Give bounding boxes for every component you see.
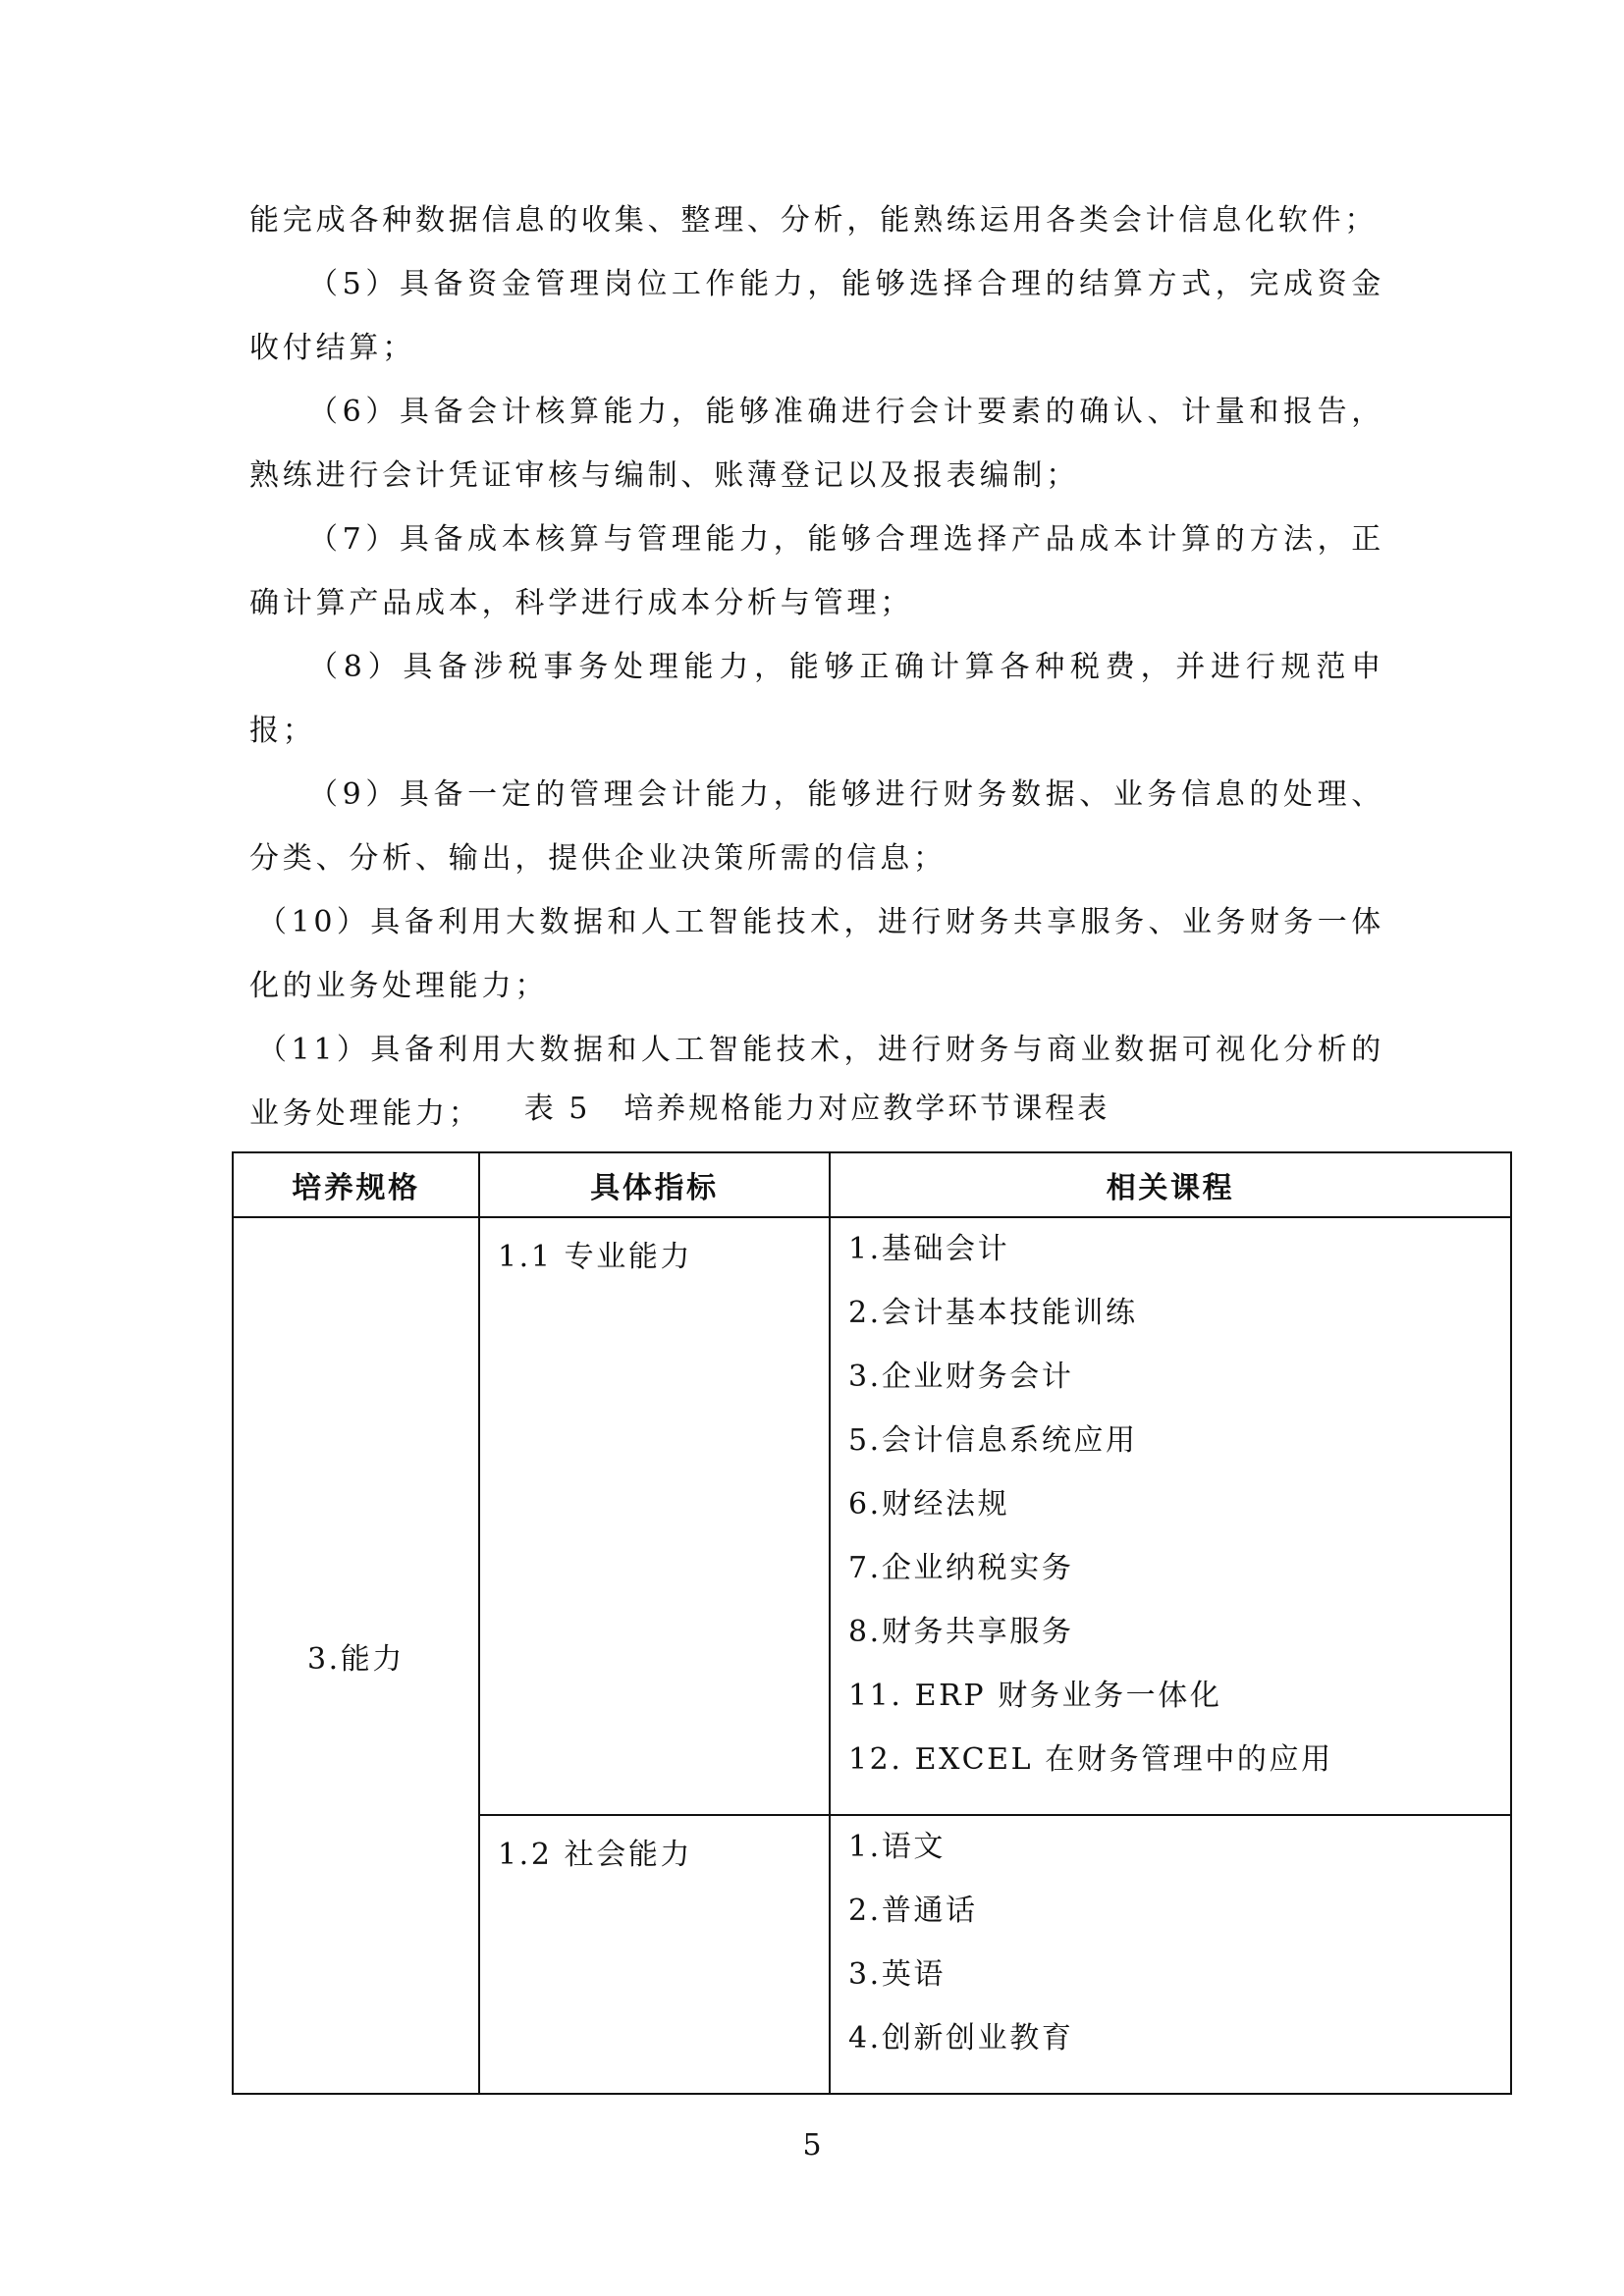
paragraph-item-11: （11）具备利用大数据和人工智能技术，进行财务与商业数据可视化分析的业务处理能力； (249, 1033, 1384, 1131)
table-caption (249, 1088, 1384, 1131)
course-item: 6.财经法规 (848, 1487, 1010, 1522)
table-row (233, 1217, 1511, 1815)
course-item: 8.财务共享服务 (848, 1615, 1074, 1649)
header-indicator: 具体指标 (479, 1152, 830, 1217)
paragraph-item-6: （6）具备会计核算能力，能够准确进行会计要素的确认、计量和报告，熟练进行会计凭证审核与编制、账薄登记以及报表编制； (249, 395, 1384, 493)
header-training-spec: 培养规格 (233, 1152, 479, 1217)
course-item: 3.企业财务会计 (848, 1360, 1074, 1394)
course-item: 4.创新创业教育 (848, 2021, 1074, 2056)
course-item: 5.会计信息系统应用 (848, 1423, 1138, 1458)
paragraph-continuation: 能完成各种数据信息的收集、整理、分析，能熟练运用各类会计信息化软件； (249, 203, 1379, 238)
courses-cell (830, 1217, 1511, 1815)
course-item: 1.语文 (848, 1830, 947, 1864)
indicator-cell: 1.1 专业能力 (479, 1217, 830, 1815)
course-item: 2.会计基本技能训练 (848, 1296, 1138, 1330)
body-text (249, 188, 1384, 1146)
paragraph-item-5: （5）具备资金管理岗位工作能力，能够选择合理的结算方式，完成资金收付结算； (249, 267, 1384, 365)
paragraph-item-8: （8）具备涉税事务处理能力，能够正确计算各种税费，并进行规范申报； (249, 650, 1384, 748)
indicator-cell: 1.2 社会能力 (479, 1815, 830, 2094)
category-cell: 3.能力 (233, 1217, 479, 2094)
page-number: 5 (802, 2128, 822, 2163)
course-item: 11. ERP 财务业务一体化 (848, 1679, 1222, 1713)
ability-course-table (232, 1151, 1512, 2095)
paragraph-item-10: （10）具备利用大数据和人工智能技术，进行财务共享服务、业务财务一体化的业务处理能力； (249, 905, 1384, 1003)
table-caption-number: 表 5 (523, 1092, 591, 1126)
course-item: 12. EXCEL 在财务管理中的应用 (848, 1742, 1333, 1777)
table-caption-title: 培养规格能力对应教学环节课程表 (623, 1092, 1110, 1126)
courses-cell (830, 1815, 1511, 2094)
course-item: 7.企业纳税实务 (848, 1551, 1074, 1585)
paragraph-item-9: （9）具备一定的管理会计能力，能够进行财务数据、业务信息的处理、分类、分析、输出，提供企业决策所需的信息； (249, 777, 1384, 876)
paragraph-item-7: （7）具备成本核算与管理能力，能够合理选择产品成本计算的方法，正确计算产品成本，科学进行成本分析与管理； (249, 522, 1384, 620)
course-item: 2.普通话 (848, 1894, 978, 1928)
course-item: 3.英语 (848, 1957, 947, 1992)
course-item: 1.基础会计 (848, 1232, 1010, 1266)
header-related-courses: 相关课程 (830, 1152, 1511, 1217)
table-header-row (233, 1152, 1511, 1217)
